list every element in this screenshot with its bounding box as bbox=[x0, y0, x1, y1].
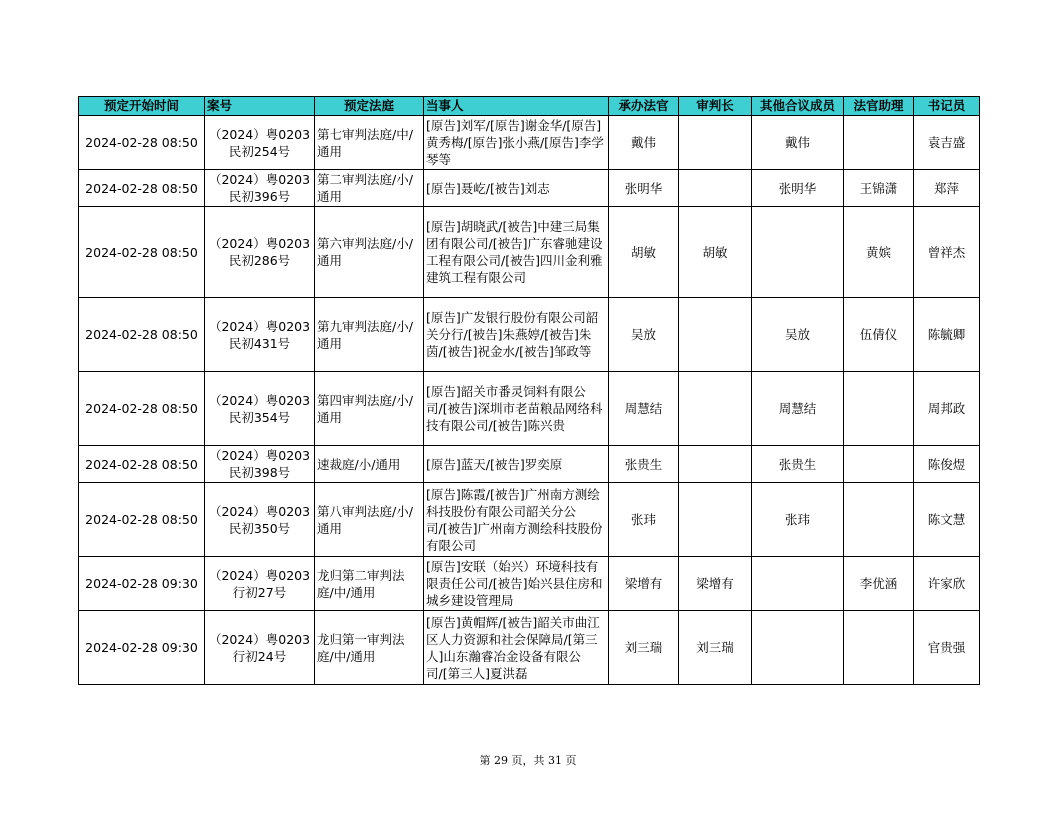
col-header-parties: 当事人 bbox=[424, 97, 609, 116]
cell-parties: [原告]胡晓武/[被告]中建三局集团有限公司/[被告]广东睿驰建设工程有限公司/[被告]四川金利雅建筑工程有限公司 bbox=[424, 207, 609, 298]
cell-parties: [原告]陈霞/[被告]广州南方测绘科技股份有限公司韶关分公司/[被告]广州南方测绘科技股份有限公司 bbox=[424, 483, 609, 557]
cell-case-number: （2024）粤0203行初27号 bbox=[205, 557, 315, 611]
cell-panel-members bbox=[752, 611, 844, 685]
table-row bbox=[79, 170, 980, 207]
cell-parties: [原告]黄帽辉/[被告]韶关市曲江区人力资源和社会保障局/[第三人]山东瀚睿冶金设备有限公司/[第三人]夏洪磊 bbox=[424, 611, 609, 685]
cell-judge-assistant: 王锦潇 bbox=[844, 170, 914, 207]
cell-clerk: 曾祥杰 bbox=[914, 207, 980, 298]
cell-clerk: 陈俊煜 bbox=[914, 446, 980, 483]
cell-panel-members: 张玮 bbox=[752, 483, 844, 557]
col-header-chief-judge: 审判长 bbox=[679, 97, 752, 116]
col-header-case-number: 案号 bbox=[205, 97, 315, 116]
col-header-panel-members: 其他合议成员 bbox=[752, 97, 844, 116]
cell-start-time: 2024-02-28 08:50 bbox=[79, 372, 205, 446]
cell-judge: 戴伟 bbox=[609, 116, 679, 170]
table-header-row bbox=[79, 97, 980, 116]
table-body bbox=[79, 116, 980, 685]
cell-start-time: 2024-02-28 08:50 bbox=[79, 446, 205, 483]
cell-start-time: 2024-02-28 08:50 bbox=[79, 298, 205, 372]
cell-judge: 张明华 bbox=[609, 170, 679, 207]
table-row bbox=[79, 483, 980, 557]
cell-clerk: 许家欣 bbox=[914, 557, 980, 611]
cell-judge-assistant: 李优涵 bbox=[844, 557, 914, 611]
cell-judge: 吴放 bbox=[609, 298, 679, 372]
cell-courtroom: 第二审判法庭/小/通用 bbox=[315, 170, 424, 207]
cell-start-time: 2024-02-28 08:50 bbox=[79, 483, 205, 557]
cell-clerk: 郑萍 bbox=[914, 170, 980, 207]
cell-start-time: 2024-02-28 09:30 bbox=[79, 611, 205, 685]
cell-courtroom: 第六审判法庭/小/通用 bbox=[315, 207, 424, 298]
cell-parties: [原告]安联（始兴）环境科技有限责任公司/[被告]始兴县住房和城乡建设管理局 bbox=[424, 557, 609, 611]
cell-start-time: 2024-02-28 08:50 bbox=[79, 170, 205, 207]
cell-case-number: （2024）粤0203民初431号 bbox=[205, 298, 315, 372]
cell-panel-members: 张贵生 bbox=[752, 446, 844, 483]
cell-start-time: 2024-02-28 08:50 bbox=[79, 207, 205, 298]
cell-clerk: 周邦政 bbox=[914, 372, 980, 446]
cell-parties: [原告]蓝天/[被告]罗奕原 bbox=[424, 446, 609, 483]
table-row bbox=[79, 207, 980, 298]
cell-judge: 梁增有 bbox=[609, 557, 679, 611]
cell-case-number: （2024）粤0203行初24号 bbox=[205, 611, 315, 685]
cell-judge-assistant: 伍倩仪 bbox=[844, 298, 914, 372]
cell-judge-assistant bbox=[844, 483, 914, 557]
table-row bbox=[79, 116, 980, 170]
col-header-start-time: 预定开始时间 bbox=[79, 97, 205, 116]
cell-judge-assistant bbox=[844, 446, 914, 483]
table-row bbox=[79, 611, 980, 685]
col-header-judge: 承办法官 bbox=[609, 97, 679, 116]
cell-case-number: （2024）粤0203民初396号 bbox=[205, 170, 315, 207]
cell-panel-members: 戴伟 bbox=[752, 116, 844, 170]
hearing-schedule-table bbox=[78, 96, 980, 685]
cell-chief-judge bbox=[679, 298, 752, 372]
cell-panel-members: 张明华 bbox=[752, 170, 844, 207]
cell-case-number: （2024）粤0203民初350号 bbox=[205, 483, 315, 557]
col-header-judge-assistant: 法官助理 bbox=[844, 97, 914, 116]
cell-clerk: 袁吉盛 bbox=[914, 116, 980, 170]
cell-chief-judge bbox=[679, 170, 752, 207]
cell-courtroom: 龙归第二审判法庭/中/通用 bbox=[315, 557, 424, 611]
cell-chief-judge bbox=[679, 116, 752, 170]
cell-parties: [原告]聂屹/[被告]刘志 bbox=[424, 170, 609, 207]
cell-chief-judge: 胡敏 bbox=[679, 207, 752, 298]
cell-case-number: （2024）粤0203民初286号 bbox=[205, 207, 315, 298]
table-row bbox=[79, 446, 980, 483]
cell-chief-judge: 刘三瑞 bbox=[679, 611, 752, 685]
cell-start-time: 2024-02-28 09:30 bbox=[79, 557, 205, 611]
cell-start-time: 2024-02-28 08:50 bbox=[79, 116, 205, 170]
cell-courtroom: 速裁庭/小/通用 bbox=[315, 446, 424, 483]
cell-courtroom: 第八审判法庭/小/通用 bbox=[315, 483, 424, 557]
cell-courtroom: 龙归第一审判法庭/中/通用 bbox=[315, 611, 424, 685]
cell-judge: 刘三瑞 bbox=[609, 611, 679, 685]
cell-judge-assistant bbox=[844, 372, 914, 446]
col-header-courtroom: 预定法庭 bbox=[315, 97, 424, 116]
cell-chief-judge bbox=[679, 483, 752, 557]
cell-panel-members bbox=[752, 557, 844, 611]
cell-courtroom: 第七审判法庭/中/通用 bbox=[315, 116, 424, 170]
cell-judge: 周慧结 bbox=[609, 372, 679, 446]
cell-parties: [原告]广发银行股份有限公司韶关分行/[被告]朱燕婷/[被告]朱茵/[被告]祝金水/[被告]邹政等 bbox=[424, 298, 609, 372]
cell-judge-assistant bbox=[844, 611, 914, 685]
cell-clerk: 陈毓卿 bbox=[914, 298, 980, 372]
cell-courtroom: 第九审判法庭/小/通用 bbox=[315, 298, 424, 372]
cell-judge: 张玮 bbox=[609, 483, 679, 557]
cell-parties: [原告]刘军/[原告]谢金华/[原告]黄秀梅/[原告]张小燕/[原告]李学琴等 bbox=[424, 116, 609, 170]
cell-judge: 张贵生 bbox=[609, 446, 679, 483]
table-row bbox=[79, 557, 980, 611]
cell-chief-judge bbox=[679, 446, 752, 483]
cell-chief-judge bbox=[679, 372, 752, 446]
table-row bbox=[79, 298, 980, 372]
cell-panel-members bbox=[752, 207, 844, 298]
col-header-clerk: 书记员 bbox=[914, 97, 980, 116]
cell-case-number: （2024）粤0203民初398号 bbox=[205, 446, 315, 483]
cell-panel-members: 吴放 bbox=[752, 298, 844, 372]
cell-judge: 胡敏 bbox=[609, 207, 679, 298]
cell-panel-members: 周慧结 bbox=[752, 372, 844, 446]
cell-case-number: （2024）粤0203民初354号 bbox=[205, 372, 315, 446]
cell-judge-assistant bbox=[844, 116, 914, 170]
cell-clerk: 陈文慧 bbox=[914, 483, 980, 557]
cell-clerk: 官贵强 bbox=[914, 611, 980, 685]
cell-case-number: （2024）粤0203民初254号 bbox=[205, 116, 315, 170]
page-footer: 第 29 页，共 31 页 bbox=[479, 754, 577, 767]
cell-chief-judge: 梁增有 bbox=[679, 557, 752, 611]
cell-courtroom: 第四审判法庭/小/通用 bbox=[315, 372, 424, 446]
table-row bbox=[79, 372, 980, 446]
cell-parties: [原告]韶关市番灵饲料有限公司/[被告]深圳市老苗粮品网络科技有限公司/[被告]陈兴贵 bbox=[424, 372, 609, 446]
cell-judge-assistant: 黄嫔 bbox=[844, 207, 914, 298]
